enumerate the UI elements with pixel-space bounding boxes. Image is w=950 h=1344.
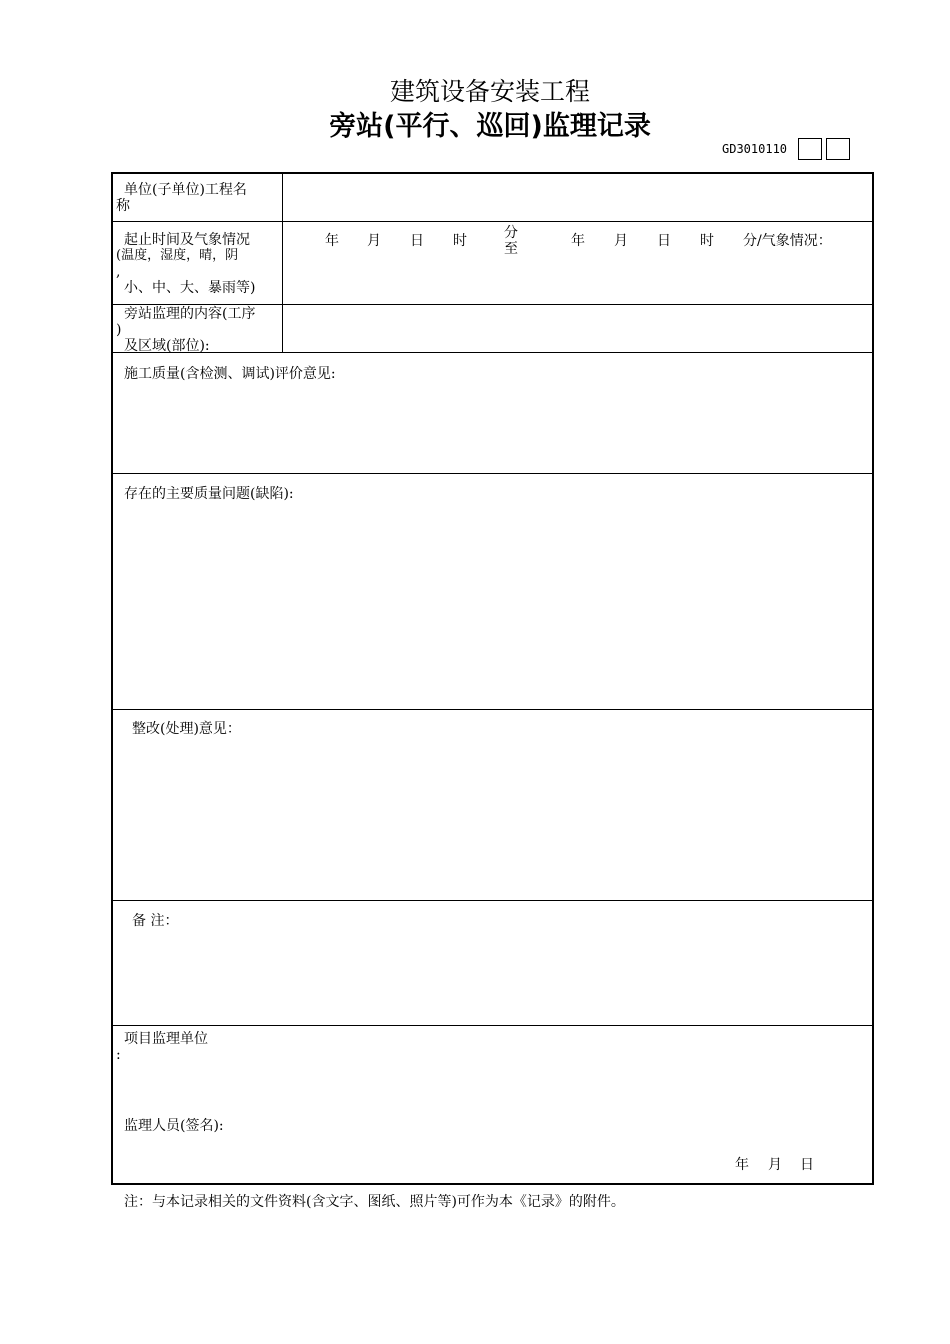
start-hour-label: 时	[453, 233, 467, 249]
row-divider	[111, 900, 874, 901]
quality-field[interactable]	[113, 388, 872, 472]
form-code: GD3010110	[722, 142, 788, 156]
document-title: 建筑设备安装工程	[389, 77, 590, 106]
start-minute-label: 分	[504, 225, 518, 241]
end-year-label: 年	[571, 233, 585, 249]
supervision-unit-colon: :	[116, 1047, 121, 1063]
row-divider	[111, 221, 874, 222]
start-day-label: 日	[410, 233, 424, 249]
end-month-label: 月	[614, 233, 628, 249]
rectify-field[interactable]	[113, 742, 872, 899]
end-minute-weather-label: 分/气象情况：	[743, 233, 832, 249]
to-label: 至	[504, 241, 518, 257]
row-divider	[111, 1025, 874, 1026]
remarks-label: 备 注：	[132, 913, 179, 929]
row-divider	[111, 352, 874, 353]
end-day-label: 日	[657, 233, 671, 249]
date-year-label: 年	[735, 1157, 749, 1173]
supervisor-signature-field[interactable]	[250, 1110, 550, 1140]
start-year-label: 年	[325, 233, 339, 249]
quality-label: 施工质量(含检测、调试)评价意见:	[124, 366, 336, 382]
date-month-label: 月	[768, 1157, 782, 1173]
column-divider	[282, 173, 283, 353]
time-weather-label-end: 小、中、大、暴雨等)	[124, 280, 256, 296]
problems-label: 存在的主要质量问题(缺陷):	[124, 486, 294, 502]
form-code-box-2[interactable]	[826, 138, 850, 160]
supervisor-signature-label: 监理人员(签名):	[124, 1118, 224, 1134]
time-weather-label-cont: (温度，湿度，晴，阴	[116, 248, 239, 263]
rectify-label: 整改(处理)意见：	[132, 721, 241, 737]
unit-name-label: 单位(子单位)工程名	[124, 182, 247, 198]
unit-name-field[interactable]	[284, 174, 872, 220]
document-subtitle: 旁站(平行、巡回)监理记录	[329, 111, 651, 142]
start-month-label: 月	[367, 233, 381, 249]
remarks-field[interactable]	[113, 934, 872, 1024]
unit-name-label-cont: 称	[116, 198, 130, 214]
footer-note: 注：与本记录相关的文件资料(含文字、图纸、照片等)可作为本《记录》的附件。	[124, 1194, 625, 1210]
time-weather-label-comma: ,	[116, 264, 121, 280]
row-divider	[111, 304, 874, 305]
end-hour-label: 时	[700, 233, 714, 249]
date-day-label: 日	[800, 1157, 814, 1173]
supervision-unit-label: 项目监理单位	[124, 1031, 208, 1047]
content-label: 旁站监理的内容(工序	[124, 306, 256, 322]
form-code-box-1[interactable]	[798, 138, 822, 160]
time-weather-label: 起止时间及气象情况	[124, 232, 250, 248]
row-divider	[111, 473, 874, 474]
row-divider	[111, 709, 874, 710]
content-label-paren: )	[116, 322, 122, 338]
content-field[interactable]	[284, 306, 872, 351]
content-label-end: 及区域(部位):	[124, 338, 210, 354]
problems-field[interactable]	[113, 508, 872, 708]
